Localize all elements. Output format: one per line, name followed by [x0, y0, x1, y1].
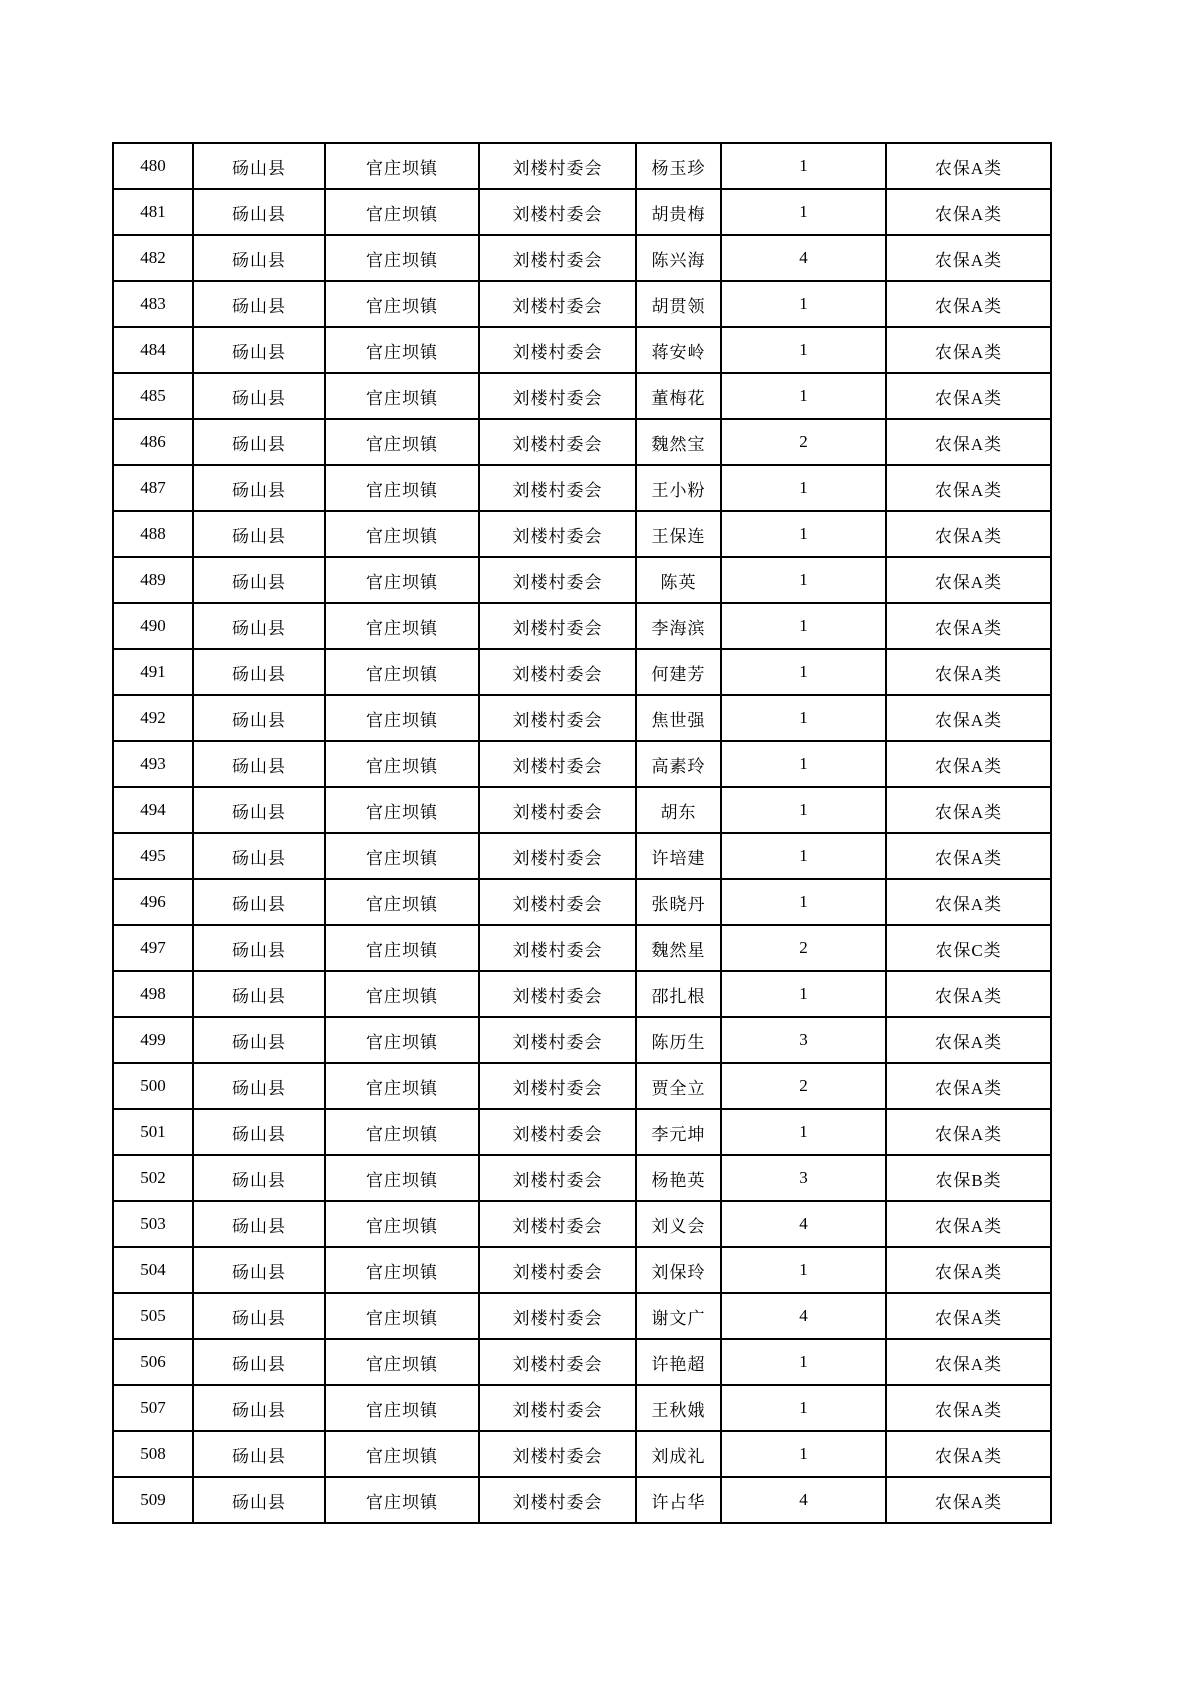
table-row: [113, 1385, 1051, 1431]
cell-category: 农保A类: [886, 787, 1051, 833]
cell-count: 1: [721, 1247, 886, 1293]
cell-category: 农保A类: [886, 419, 1051, 465]
cell-village: 刘楼村委会: [479, 1431, 636, 1477]
cell-category: 农保A类: [886, 971, 1051, 1017]
cell-town: 官庄坝镇: [325, 1431, 479, 1477]
cell-count: 1: [721, 695, 886, 741]
cell-category: 农保A类: [886, 235, 1051, 281]
cell-town: 官庄坝镇: [325, 695, 479, 741]
cell-county: 砀山县: [193, 557, 325, 603]
cell-name: 杨艳英: [636, 1155, 721, 1201]
cell-name: 焦世强: [636, 695, 721, 741]
cell-town: 官庄坝镇: [325, 1477, 479, 1523]
table-row: [113, 327, 1051, 373]
cell-category: 农保A类: [886, 1109, 1051, 1155]
cell-category: 农保A类: [886, 879, 1051, 925]
cell-town: 官庄坝镇: [325, 419, 479, 465]
cell-category: 农保A类: [886, 1293, 1051, 1339]
cell-village: 刘楼村委会: [479, 1063, 636, 1109]
cell-count: 4: [721, 1293, 886, 1339]
cell-category: 农保A类: [886, 1017, 1051, 1063]
cell-town: 官庄坝镇: [325, 557, 479, 603]
cell-count: 1: [721, 879, 886, 925]
cell-town: 官庄坝镇: [325, 1063, 479, 1109]
cell-index: 499: [113, 1017, 193, 1063]
cell-count: 1: [721, 373, 886, 419]
cell-village: 刘楼村委会: [479, 1109, 636, 1155]
cell-name: 魏然星: [636, 925, 721, 971]
cell-county: 砀山县: [193, 603, 325, 649]
cell-name: 杨玉珍: [636, 143, 721, 189]
cell-town: 官庄坝镇: [325, 741, 479, 787]
cell-town: 官庄坝镇: [325, 189, 479, 235]
cell-name: 李海滨: [636, 603, 721, 649]
cell-town: 官庄坝镇: [325, 879, 479, 925]
cell-index: 509: [113, 1477, 193, 1523]
cell-county: 砀山县: [193, 1293, 325, 1339]
cell-count: 1: [721, 281, 886, 327]
cell-village: 刘楼村委会: [479, 327, 636, 373]
cell-town: 官庄坝镇: [325, 511, 479, 557]
cell-count: 1: [721, 833, 886, 879]
cell-index: 484: [113, 327, 193, 373]
cell-count: 3: [721, 1017, 886, 1063]
cell-category: 农保A类: [886, 649, 1051, 695]
table-row: [113, 557, 1051, 603]
cell-village: 刘楼村委会: [479, 465, 636, 511]
table-row: [113, 511, 1051, 557]
cell-index: 497: [113, 925, 193, 971]
cell-village: 刘楼村委会: [479, 1017, 636, 1063]
cell-county: 砀山县: [193, 1017, 325, 1063]
table-row: [113, 741, 1051, 787]
cell-category: 农保A类: [886, 1431, 1051, 1477]
cell-county: 砀山县: [193, 419, 325, 465]
cell-index: 481: [113, 189, 193, 235]
cell-county: 砀山县: [193, 1431, 325, 1477]
table-row: [113, 143, 1051, 189]
cell-county: 砀山县: [193, 1385, 325, 1431]
cell-count: 1: [721, 1431, 886, 1477]
cell-category: 农保A类: [886, 327, 1051, 373]
cell-category: 农保A类: [886, 511, 1051, 557]
cell-village: 刘楼村委会: [479, 373, 636, 419]
table-row: [113, 1339, 1051, 1385]
table-row: [113, 1477, 1051, 1523]
cell-name: 陈历生: [636, 1017, 721, 1063]
cell-category: 农保A类: [886, 603, 1051, 649]
cell-count: 1: [721, 1385, 886, 1431]
cell-count: 1: [721, 189, 886, 235]
cell-name: 王保连: [636, 511, 721, 557]
roster-table: [112, 142, 1052, 1524]
cell-name: 许占华: [636, 1477, 721, 1523]
cell-town: 官庄坝镇: [325, 327, 479, 373]
table-row: [113, 1247, 1051, 1293]
cell-village: 刘楼村委会: [479, 603, 636, 649]
cell-count: 4: [721, 1477, 886, 1523]
table-row: [113, 1201, 1051, 1247]
table-row: [113, 1109, 1051, 1155]
cell-name: 谢文广: [636, 1293, 721, 1339]
table-row: [113, 971, 1051, 1017]
cell-village: 刘楼村委会: [479, 511, 636, 557]
cell-category: 农保A类: [886, 833, 1051, 879]
cell-category: 农保A类: [886, 1247, 1051, 1293]
cell-count: 1: [721, 143, 886, 189]
cell-town: 官庄坝镇: [325, 465, 479, 511]
cell-index: 489: [113, 557, 193, 603]
cell-category: 农保B类: [886, 1155, 1051, 1201]
cell-name: 何建芳: [636, 649, 721, 695]
cell-name: 刘义会: [636, 1201, 721, 1247]
cell-category: 农保A类: [886, 741, 1051, 787]
cell-name: 贾全立: [636, 1063, 721, 1109]
cell-county: 砀山县: [193, 879, 325, 925]
cell-county: 砀山县: [193, 649, 325, 695]
cell-index: 498: [113, 971, 193, 1017]
cell-village: 刘楼村委会: [479, 741, 636, 787]
cell-index: 490: [113, 603, 193, 649]
cell-index: 506: [113, 1339, 193, 1385]
cell-county: 砀山县: [193, 373, 325, 419]
table-row: [113, 603, 1051, 649]
cell-category: 农保C类: [886, 925, 1051, 971]
cell-village: 刘楼村委会: [479, 695, 636, 741]
cell-town: 官庄坝镇: [325, 1201, 479, 1247]
cell-count: 2: [721, 925, 886, 971]
cell-town: 官庄坝镇: [325, 787, 479, 833]
cell-index: 482: [113, 235, 193, 281]
cell-village: 刘楼村委会: [479, 1339, 636, 1385]
cell-category: 农保A类: [886, 373, 1051, 419]
table-row: [113, 879, 1051, 925]
table-row: [113, 1293, 1051, 1339]
cell-village: 刘楼村委会: [479, 235, 636, 281]
table-row: [113, 1063, 1051, 1109]
roster-table-body: [113, 143, 1051, 1523]
cell-county: 砀山县: [193, 925, 325, 971]
cell-category: 农保A类: [886, 557, 1051, 603]
cell-index: 488: [113, 511, 193, 557]
cell-category: 农保A类: [886, 1201, 1051, 1247]
cell-name: 刘保玲: [636, 1247, 721, 1293]
cell-county: 砀山县: [193, 1477, 325, 1523]
cell-village: 刘楼村委会: [479, 1385, 636, 1431]
cell-village: 刘楼村委会: [479, 1293, 636, 1339]
table-row: [113, 235, 1051, 281]
cell-village: 刘楼村委会: [479, 1155, 636, 1201]
cell-county: 砀山县: [193, 1109, 325, 1155]
cell-count: 2: [721, 419, 886, 465]
cell-index: 496: [113, 879, 193, 925]
cell-name: 董梅花: [636, 373, 721, 419]
cell-index: 495: [113, 833, 193, 879]
cell-village: 刘楼村委会: [479, 281, 636, 327]
cell-village: 刘楼村委会: [479, 649, 636, 695]
table-row: [113, 465, 1051, 511]
table-row: [113, 1155, 1051, 1201]
cell-index: 504: [113, 1247, 193, 1293]
table-row: [113, 373, 1051, 419]
cell-category: 农保A类: [886, 1385, 1051, 1431]
cell-name: 许艳超: [636, 1339, 721, 1385]
cell-category: 农保A类: [886, 1063, 1051, 1109]
cell-town: 官庄坝镇: [325, 1109, 479, 1155]
cell-county: 砀山县: [193, 1339, 325, 1385]
cell-village: 刘楼村委会: [479, 1477, 636, 1523]
cell-county: 砀山县: [193, 741, 325, 787]
cell-county: 砀山县: [193, 189, 325, 235]
cell-index: 480: [113, 143, 193, 189]
cell-village: 刘楼村委会: [479, 879, 636, 925]
cell-count: 1: [721, 603, 886, 649]
cell-town: 官庄坝镇: [325, 1293, 479, 1339]
cell-index: 508: [113, 1431, 193, 1477]
cell-index: 503: [113, 1201, 193, 1247]
cell-category: 农保A类: [886, 1477, 1051, 1523]
cell-village: 刘楼村委会: [479, 189, 636, 235]
cell-name: 李元坤: [636, 1109, 721, 1155]
cell-village: 刘楼村委会: [479, 557, 636, 603]
cell-category: 农保A类: [886, 189, 1051, 235]
cell-index: 502: [113, 1155, 193, 1201]
table-row: [113, 833, 1051, 879]
cell-county: 砀山县: [193, 143, 325, 189]
cell-name: 魏然宝: [636, 419, 721, 465]
cell-count: 1: [721, 1109, 886, 1155]
table-row: [113, 1017, 1051, 1063]
table-row: [113, 649, 1051, 695]
cell-index: 507: [113, 1385, 193, 1431]
cell-town: 官庄坝镇: [325, 603, 479, 649]
cell-index: 493: [113, 741, 193, 787]
table-row: [113, 925, 1051, 971]
cell-name: 胡东: [636, 787, 721, 833]
cell-count: 4: [721, 1201, 886, 1247]
cell-count: 1: [721, 327, 886, 373]
cell-count: 1: [721, 1339, 886, 1385]
table-row: [113, 189, 1051, 235]
cell-village: 刘楼村委会: [479, 925, 636, 971]
cell-town: 官庄坝镇: [325, 143, 479, 189]
cell-town: 官庄坝镇: [325, 649, 479, 695]
table-row: [113, 1431, 1051, 1477]
cell-town: 官庄坝镇: [325, 1247, 479, 1293]
cell-category: 农保A类: [886, 143, 1051, 189]
cell-village: 刘楼村委会: [479, 143, 636, 189]
table-row: [113, 281, 1051, 327]
cell-town: 官庄坝镇: [325, 971, 479, 1017]
cell-county: 砀山县: [193, 281, 325, 327]
cell-town: 官庄坝镇: [325, 235, 479, 281]
cell-village: 刘楼村委会: [479, 971, 636, 1017]
cell-count: 2: [721, 1063, 886, 1109]
cell-name: 许培建: [636, 833, 721, 879]
cell-name: 陈兴海: [636, 235, 721, 281]
cell-town: 官庄坝镇: [325, 1385, 479, 1431]
cell-name: 高素玲: [636, 741, 721, 787]
cell-village: 刘楼村委会: [479, 833, 636, 879]
cell-index: 501: [113, 1109, 193, 1155]
cell-village: 刘楼村委会: [479, 1201, 636, 1247]
cell-category: 农保A类: [886, 281, 1051, 327]
cell-county: 砀山县: [193, 1201, 325, 1247]
cell-village: 刘楼村委会: [479, 787, 636, 833]
cell-index: 500: [113, 1063, 193, 1109]
cell-name: 蒋安岭: [636, 327, 721, 373]
cell-county: 砀山县: [193, 833, 325, 879]
cell-county: 砀山县: [193, 1155, 325, 1201]
cell-county: 砀山县: [193, 1247, 325, 1293]
cell-name: 邵扎根: [636, 971, 721, 1017]
cell-name: 陈英: [636, 557, 721, 603]
cell-name: 刘成礼: [636, 1431, 721, 1477]
cell-name: 胡贵梅: [636, 189, 721, 235]
cell-index: 505: [113, 1293, 193, 1339]
cell-count: 1: [721, 557, 886, 603]
cell-index: 483: [113, 281, 193, 327]
cell-category: 农保A类: [886, 1339, 1051, 1385]
cell-town: 官庄坝镇: [325, 1339, 479, 1385]
cell-town: 官庄坝镇: [325, 833, 479, 879]
cell-county: 砀山县: [193, 1063, 325, 1109]
cell-index: 492: [113, 695, 193, 741]
cell-county: 砀山县: [193, 511, 325, 557]
cell-count: 1: [721, 741, 886, 787]
cell-county: 砀山县: [193, 465, 325, 511]
cell-count: 1: [721, 649, 886, 695]
cell-name: 王小粉: [636, 465, 721, 511]
cell-county: 砀山县: [193, 971, 325, 1017]
cell-county: 砀山县: [193, 235, 325, 281]
cell-index: 494: [113, 787, 193, 833]
cell-county: 砀山县: [193, 327, 325, 373]
cell-county: 砀山县: [193, 787, 325, 833]
cell-town: 官庄坝镇: [325, 373, 479, 419]
table-row: [113, 695, 1051, 741]
table-row: [113, 419, 1051, 465]
cell-category: 农保A类: [886, 695, 1051, 741]
cell-village: 刘楼村委会: [479, 419, 636, 465]
cell-index: 485: [113, 373, 193, 419]
cell-count: 1: [721, 511, 886, 557]
cell-count: 1: [721, 465, 886, 511]
cell-count: 1: [721, 787, 886, 833]
cell-count: 4: [721, 235, 886, 281]
cell-town: 官庄坝镇: [325, 281, 479, 327]
cell-village: 刘楼村委会: [479, 1247, 636, 1293]
cell-town: 官庄坝镇: [325, 1017, 479, 1063]
table-row: [113, 787, 1051, 833]
cell-index: 487: [113, 465, 193, 511]
cell-index: 486: [113, 419, 193, 465]
cell-name: 王秋娥: [636, 1385, 721, 1431]
cell-name: 胡贯领: [636, 281, 721, 327]
cell-index: 491: [113, 649, 193, 695]
cell-county: 砀山县: [193, 695, 325, 741]
cell-count: 3: [721, 1155, 886, 1201]
cell-town: 官庄坝镇: [325, 1155, 479, 1201]
cell-name: 张晓丹: [636, 879, 721, 925]
cell-town: 官庄坝镇: [325, 925, 479, 971]
cell-category: 农保A类: [886, 465, 1051, 511]
cell-count: 1: [721, 971, 886, 1017]
